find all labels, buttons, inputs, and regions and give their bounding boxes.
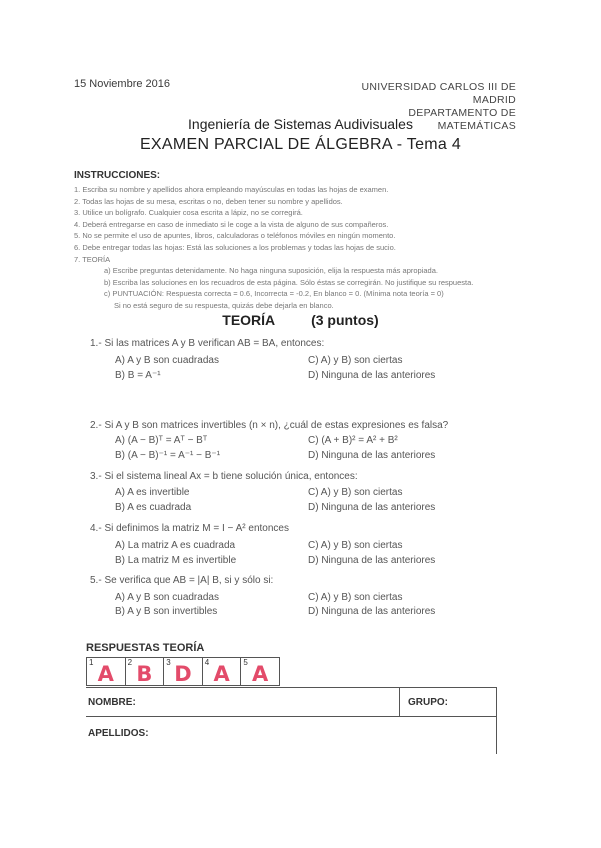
question-3-option-c: C) A) y B) son ciertas (308, 487, 403, 498)
answers-heading: RESPUESTAS TEORÍA (86, 642, 205, 654)
answer-box-5[interactable] (241, 658, 279, 685)
question-4-option-a: A) La matriz A es cuadrada (115, 540, 236, 551)
answer-number: 2 (127, 658, 133, 667)
student-info-form (86, 687, 497, 754)
group-field-label[interactable]: GRUPO: (408, 697, 448, 708)
question-5-option-d: D) Ninguna de las anteriores (308, 606, 436, 617)
instructions-heading: INSTRUCCIONES: (74, 170, 161, 181)
exam-date: 15 Noviembre 2016 (74, 78, 171, 90)
question-2-option-a: A) (A − B)ᵀ = Aᵀ − Bᵀ (115, 435, 208, 446)
instruction-item: 1. Escriba su nombre y apellidos ahora empleando mayúsculas en todas las hojas de examen. (74, 185, 389, 194)
teoria-points: (3 puntos) (311, 312, 379, 328)
question-3-option-d: D) Ninguna de las anteriores (308, 502, 436, 513)
course-title: Ingeniería de Sistemas Audivisuales (188, 116, 413, 132)
instruction-subitem: c) PUNTUACIÓN: Respuesta correcta = 0.6, Incorrecta = -0.2, En blanco = 0. (Mínima nota teoría = 0) (104, 289, 444, 299)
question-5-option-b: B) A y B son invertibles (115, 606, 218, 617)
question-3-option-b: B) A es cuadrada (115, 502, 192, 513)
question-5: 5.- Se verifica que AB = |A| B, si y sólo si: (90, 575, 274, 586)
answer-boxes (86, 657, 280, 686)
handwritten-answer: A (97, 662, 114, 686)
answer-box-2[interactable] (126, 658, 165, 685)
department-name: DEPARTAMENTO DE MATEMÁTICAS (408, 107, 516, 132)
answer-number: 5 (243, 658, 248, 667)
question-3: 3.- Si el sistema lineal Ax = b tiene solución única, entonces: (90, 471, 358, 482)
instruction-item: 2. Todas las hojas de su mesa, escritas o no, deben tener su nombre y apellidos. (74, 196, 343, 206)
answer-number: 3 (166, 658, 171, 667)
instruction-item: 6. Debe entregar todas las hojas: Está las soluciones a los problemas y todas las hojas de sucio. (74, 242, 396, 252)
answer-number: 1 (89, 658, 94, 667)
question-4-option-b: B) La matriz M es invertible (115, 555, 237, 566)
question-1-option-a: A) A y B son cuadradas (115, 355, 219, 366)
handwritten-answer: A (213, 662, 230, 686)
question-1-option-c: C) A) y B) son ciertas (308, 355, 403, 366)
form-divider (399, 688, 400, 716)
instruction-item: 4. Deberá entregarse en caso de inmediato si le coge a la vista de alguno de sus compañeros. (74, 219, 389, 229)
name-field-label[interactable]: NOMBRE: (88, 697, 136, 708)
university-name: UNIVERSIDAD CARLOS III DE MADRID (361, 81, 516, 106)
handwritten-answer: A (252, 662, 269, 686)
question-1-option-d: D) Ninguna de las anteriores (308, 370, 436, 381)
question-4: 4.- Si definimos la matriz M = I − A² entonces (90, 523, 289, 534)
answer-box-3[interactable] (164, 658, 203, 685)
answer-box-1[interactable] (87, 658, 126, 685)
surname-field-label[interactable]: APELLIDOS: (88, 728, 149, 739)
question-4-option-d: D) Ninguna de las anteriores (308, 555, 436, 566)
question-2-option-b: B) (A − B)⁻¹ = A⁻¹ − B⁻¹ (115, 450, 221, 461)
instruction-item: 5. No se permite el uso de apuntes, libros, calculadoras o teléfonos móviles en ningún momento. (74, 231, 396, 241)
instruction-subitem: a) Escribe preguntas detenidamente. No haga ninguna suposición, elija la respuesta más apropiada. (104, 266, 438, 276)
question-1-option-b: B) B = A⁻¹ (115, 370, 161, 381)
instruction-item: 7. TEORÍA (74, 254, 111, 264)
question-2: 2.- Si A y B son matrices invertibles (n × n), ¿cuál de estas expresiones es falsa? (90, 420, 449, 431)
instruction-subitem: b) Escriba las soluciones en los recuadros de esta página. Sólo éstas se corregirán. No justifique su respuesta. (104, 277, 474, 287)
exam-title: EXAMEN PARCIAL DE ÁLGEBRA - Tema 4 (139, 136, 462, 153)
teoria-heading (0, 312, 601, 328)
instruction-subitem-continuation: Si no está seguro de su respuesta, quizás debe dejarla en blanco. (114, 300, 334, 310)
question-5-option-a: A) A y B son cuadradas (115, 592, 219, 603)
answer-box-4[interactable] (203, 658, 242, 685)
instructions-list (74, 184, 524, 312)
handwritten-answer: B (136, 662, 153, 686)
question-2-option-c: C) (A + B)² = A² + B² (308, 435, 398, 446)
question-5-option-c: C) A) y B) son ciertas (308, 592, 403, 603)
question-4-option-c: C) A) y B) son ciertas (308, 540, 403, 551)
question-2-option-d: D) Ninguna de las anteriores (308, 450, 436, 461)
answer-number: 4 (204, 658, 210, 667)
question-1: 1.- Si las matrices A y B verifican AB = BA, entonces: (90, 338, 325, 349)
teoria-title: TEORÍA (222, 312, 276, 328)
instruction-item: 3. Utilice un bolígrafo. Cualquier cosa escrita a lápiz, no se corregirá. (74, 208, 303, 218)
question-3-option-a: A) A es invertible (115, 487, 190, 498)
handwritten-answer: D (174, 662, 192, 686)
